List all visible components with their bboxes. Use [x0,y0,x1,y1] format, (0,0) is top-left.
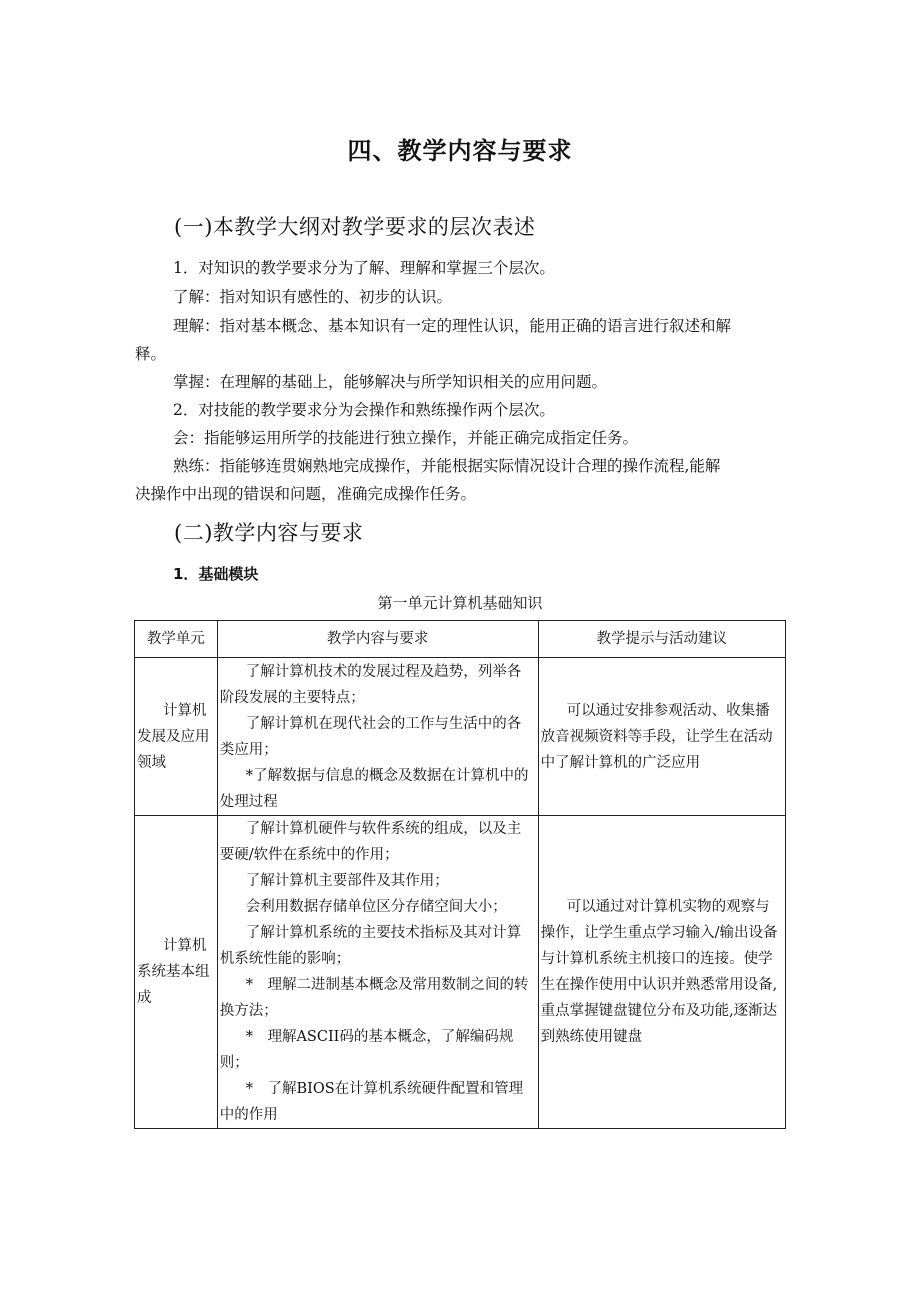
hint-cell: 可以通过安排参观活动、收集播放音视频资料等手段，让学生在活动中了解计算机的广泛应用 [538,658,785,816]
content-table [134,620,786,1129]
subheading-basic-module: 1．基础模块 [173,565,259,583]
paragraph-5 [135,396,785,424]
content-item: 了解计算机硬件与软件系统的组成，以及主要硬/软件在系统中的作用； [219,821,522,863]
content-item: 了解计算机主要部件及其作用； [245,873,449,889]
paragraph-7 [135,452,785,480]
content-item: 了解计算机系统的主要技术指标及其对计算机系统性能的影响； [219,925,522,967]
content-item: 会利用数据存储单位区分存储空间大小； [245,899,507,915]
page-title: 四、教学内容与要求 [347,137,573,165]
paragraph-6-text: 会：指能够运用所学的技能进行独立操作，并能正确完成指定任务。 [173,429,639,447]
section1-heading: (一)本教学大纲对教学要求的层次表述 [174,215,536,239]
hint-cell: 可以通过对计算机实物的观察与操作，让学生重点学习输入/输出设备与计算机系统主机接口的连接。使学生在操作使用中认识并熟悉常用设备,重点掌握键盘键位分布及功能,逐渐达到熟练使用键盘 [538,816,785,1129]
table-caption: 第一单元计算机基础知识 [377,594,543,612]
content-item: * 了解BIOS在计算机系统硬件配置和管理中的作用 [219,1081,524,1123]
content-item: * 理解ASCII码的基本概念，了解编码规则； [219,1029,514,1071]
header-unit: 教学单元 [135,621,218,658]
table-row [135,658,786,816]
paragraph-7-text: 熟练：指能够连贯娴熟地完成操作，并能根据实际情况设计合理的操作流程,能解 [173,457,721,475]
paragraph-1 [135,254,785,282]
header-hint: 教学提示与活动建议 [538,621,785,658]
paragraph-4 [135,368,785,396]
paragraph-3-cont: 释。 [135,345,167,363]
content-item: * 理解二进制基本概念及常用数制之间的转换方法； [219,977,529,1019]
table-row [135,816,786,1129]
paragraph-4-text: 掌握：在理解的基础上，能够解决与所学知识相关的应用问题。 [173,373,608,391]
content-item: 了解计算机在现代社会的工作与生活中的各类应用； [219,715,522,758]
content-item: *了解数据与信息的概念及数据在计算机中的处理过程 [219,767,529,810]
section2-heading: (二)教学内容与要求 [174,521,364,545]
paragraph-3-text: 理解：指对基本概念、基本知识有一定的理性认识，能用正确的语言进行叙述和解 [173,317,732,335]
unit-cell: 计算机发展及应用领域 [135,658,218,816]
content-item: 了解计算机技术的发展过程及趋势，列举各阶段发展的主要特点； [219,663,522,706]
paragraph-7-cont: 决操作中出现的错误和问题，准确完成操作任务。 [135,485,477,503]
paragraph-6 [135,424,785,452]
paragraph-2-text: 了解：指对知识有感性的、初步的认识。 [173,288,453,306]
content-cell [217,658,538,816]
paragraph-3 [135,312,785,340]
paragraph-1-text: 1．对知识的教学要求分为了解、理解和掌握三个层次。 [173,259,555,277]
paragraph-5-text: 2．对技能的教学要求分为会操作和熟练操作两个层次。 [173,401,555,419]
header-content: 教学内容与要求 [217,621,538,658]
paragraph-2 [135,283,785,311]
content-cell [217,816,538,1129]
unit-cell: 计算机系统基本组成 [135,816,218,1129]
table-header-row [135,621,786,658]
